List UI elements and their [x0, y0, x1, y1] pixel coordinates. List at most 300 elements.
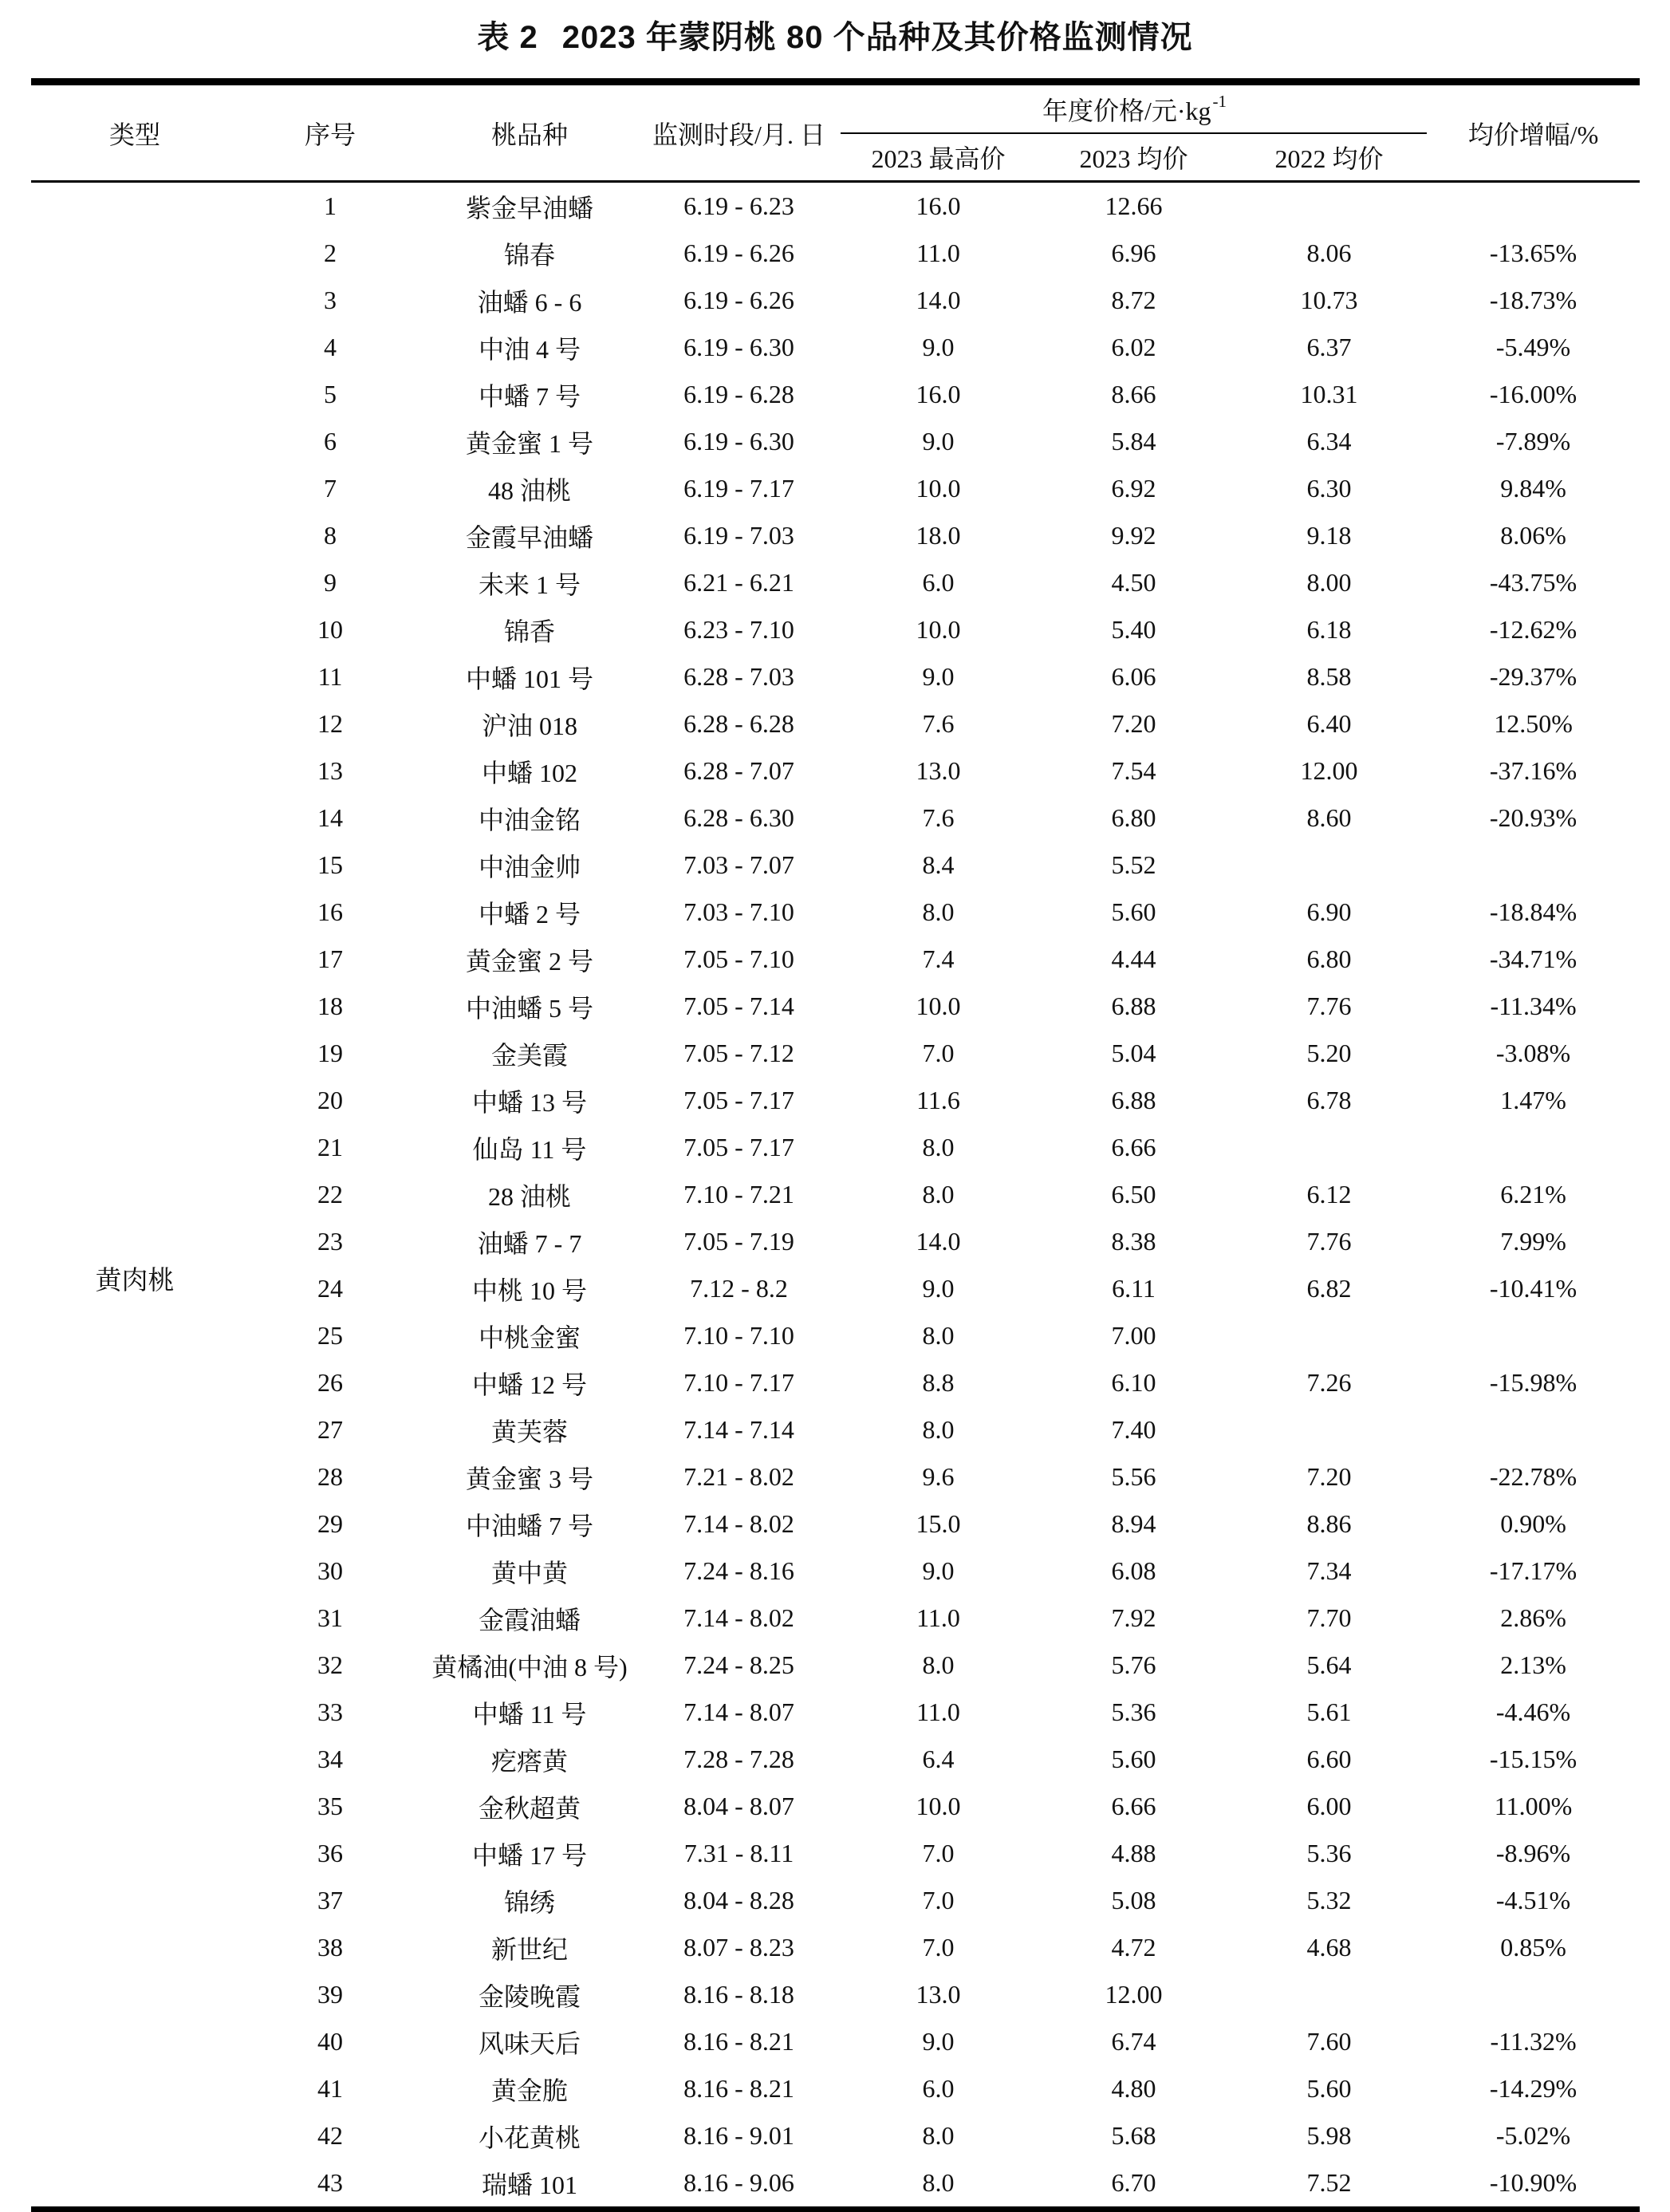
cell-period: 6.19 - 6.23 [683, 191, 794, 220]
cell-high-2023: 11.6 [916, 1086, 960, 1114]
cell-serial: 26 [317, 1368, 343, 1397]
cell-high-2023: 7.4 [922, 944, 955, 973]
cell-change: -37.16% [1489, 756, 1577, 785]
cell-avg-2022: 6.78 [1306, 1086, 1352, 1114]
cell-avg-2022: 6.82 [1306, 1274, 1352, 1303]
cell-period: 7.28 - 7.28 [683, 1745, 794, 1773]
cell-period: 6.28 - 7.07 [683, 756, 794, 785]
cell-variety: 28 油桃 [487, 1181, 571, 1211]
table-row [31, 1500, 1640, 1548]
cell-high-2023: 8.4 [922, 850, 955, 879]
cell-change: -10.90% [1489, 2168, 1577, 2197]
cell-change: -13.65% [1489, 239, 1577, 267]
cell-variety: 油蟠 6 - 6 [477, 287, 582, 317]
cell-period: 6.19 - 6.26 [683, 239, 794, 267]
header-change: 均价增幅/% [1427, 82, 1640, 182]
cell-period: 6.23 - 7.10 [683, 615, 794, 644]
cell-change: -18.84% [1489, 897, 1577, 926]
cell-variety: 油蟠 7 - 7 [477, 1228, 582, 1258]
cell-serial: 30 [317, 1556, 343, 1585]
cell-avg-2022 [1231, 182, 1427, 231]
cell-avg-2022: 10.31 [1300, 380, 1358, 408]
cell-variety: 小花黄桃 [478, 2123, 581, 2152]
cell-avg-2022 [1231, 842, 1427, 889]
cell-change: -18.73% [1489, 286, 1577, 314]
cell-period: 7.14 - 8.07 [683, 1697, 794, 1726]
cell-avg-2022: 8.58 [1306, 662, 1352, 691]
cell-avg-2023: 5.60 [1111, 1745, 1156, 1773]
price-monitor-table [31, 78, 1640, 2212]
table-row [31, 2159, 1640, 2210]
cell-avg-2023: 6.08 [1111, 1556, 1156, 1585]
cell-period: 7.03 - 7.07 [683, 850, 794, 879]
cell-avg-2022: 6.18 [1306, 615, 1352, 644]
cell-high-2023: 6.4 [922, 1745, 955, 1773]
cell-high-2023: 7.6 [922, 803, 955, 832]
cell-avg-2022: 6.80 [1306, 944, 1352, 973]
cell-variety: 48 油桃 [487, 475, 571, 505]
cell-period: 7.05 - 7.10 [683, 944, 794, 973]
cell-serial: 18 [317, 992, 343, 1020]
cell-high-2023: 10.0 [916, 992, 961, 1020]
cell-serial: 29 [317, 1509, 343, 1538]
cell-variety: 中蟠 102 [481, 758, 577, 787]
cell-period: 7.14 - 7.14 [683, 1415, 794, 1444]
cell-change [1427, 842, 1640, 889]
cell-variety: 黄芙蓉 [490, 1417, 568, 1446]
cell-high-2023: 9.0 [922, 1274, 955, 1303]
cell-period: 8.16 - 8.21 [683, 2074, 794, 2103]
cell-period: 7.03 - 7.10 [683, 897, 794, 926]
cell-period: 8.04 - 8.28 [683, 1886, 794, 1914]
cell-high-2023: 13.0 [916, 1980, 961, 2009]
table-row [31, 324, 1640, 371]
cell-variety: 疙瘩黄 [490, 1746, 568, 1776]
cell-period: 8.16 - 9.01 [683, 2121, 794, 2150]
cell-avg-2022: 9.18 [1306, 521, 1352, 550]
cell-period: 6.19 - 7.17 [683, 474, 794, 503]
cell-high-2023: 11.0 [916, 1697, 960, 1726]
header-price-group-text: 年度价格/元·kg [1042, 96, 1211, 125]
cell-period: 7.05 - 7.14 [683, 992, 794, 1020]
cell-variety: 仙岛 11 号 [472, 1134, 587, 1164]
cell-serial: 27 [317, 1415, 343, 1444]
table-row [31, 1736, 1640, 1783]
cell-period: 7.14 - 8.02 [683, 1603, 794, 1632]
cell-serial: 41 [317, 2074, 343, 2103]
cell-avg-2022: 7.60 [1306, 2027, 1352, 2056]
cell-change: -4.51% [1495, 1886, 1571, 1914]
cell-serial: 31 [317, 1603, 343, 1632]
cell-change: -3.08% [1495, 1039, 1571, 1067]
cell-variety: 黄金蜜 2 号 [465, 946, 593, 976]
cell-high-2023: 7.6 [922, 709, 955, 738]
cell-avg-2023: 6.66 [1111, 1792, 1156, 1820]
cell-avg-2022: 7.34 [1306, 1556, 1352, 1585]
cell-avg-2022: 7.26 [1306, 1368, 1352, 1397]
cell-variety: 瑞蟠 101 [481, 2170, 577, 2199]
cell-avg-2023: 6.66 [1111, 1133, 1156, 1161]
cell-serial: 6 [324, 427, 337, 455]
table-row [31, 1642, 1640, 1689]
cell-avg-2022: 10.73 [1300, 286, 1358, 314]
cell-serial: 24 [317, 1274, 343, 1303]
cell-avg-2023: 5.40 [1111, 615, 1156, 644]
cell-period: 7.05 - 7.17 [683, 1086, 794, 1114]
cell-avg-2023: 8.94 [1111, 1509, 1156, 1538]
cell-avg-2022: 8.00 [1306, 568, 1352, 597]
cell-change: 6.21% [1500, 1180, 1566, 1209]
cell-serial: 8 [324, 521, 337, 550]
cell-change: 2.13% [1500, 1650, 1566, 1679]
cell-period: 7.24 - 8.25 [683, 1650, 794, 1679]
cell-change: -12.62% [1489, 615, 1577, 644]
table-row [31, 1877, 1640, 1924]
cell-avg-2022: 6.00 [1306, 1792, 1352, 1820]
header-serial: 序号 [238, 82, 422, 182]
table-row [31, 1359, 1640, 1406]
cell-variety: 中蟠 11 号 [472, 1699, 587, 1729]
table-row [31, 371, 1640, 418]
table-row [31, 465, 1640, 512]
cell-change [1427, 1971, 1640, 2018]
cell-change [1427, 182, 1640, 231]
cell-serial: 7 [324, 474, 337, 503]
cell-period: 6.19 - 6.26 [683, 286, 794, 314]
cell-avg-2022: 5.20 [1306, 1039, 1352, 1067]
cell-period: 6.28 - 6.30 [683, 803, 794, 832]
cell-high-2023: 9.0 [922, 662, 955, 691]
cell-avg-2023: 6.70 [1111, 2168, 1156, 2197]
cell-variety: 新世纪 [490, 1934, 568, 1964]
cell-high-2023: 16.0 [916, 380, 961, 408]
cell-period: 8.16 - 8.21 [683, 2027, 794, 2056]
cell-variety: 金秋超黄 [478, 1793, 581, 1823]
cell-change: 8.06% [1500, 521, 1566, 550]
cell-avg-2023: 4.88 [1111, 1839, 1156, 1867]
cell-avg-2023: 6.11 [1112, 1274, 1156, 1303]
cell-change: -10.41% [1489, 1274, 1577, 1303]
cell-serial: 9 [324, 568, 337, 597]
cell-high-2023: 8.0 [922, 1415, 955, 1444]
table-row [31, 1077, 1640, 1124]
cell-avg-2023: 6.80 [1111, 803, 1156, 832]
cell-variety: 中桃金蜜 [478, 1323, 581, 1352]
cell-variety: 风味天后 [478, 2029, 581, 2058]
table-row [31, 1689, 1640, 1736]
cell-variety: 中蟠 12 号 [471, 1370, 587, 1399]
table-row [31, 1830, 1640, 1877]
header-price-group-exponent: -1 [1212, 91, 1227, 111]
cell-avg-2023: 6.50 [1111, 1180, 1156, 1209]
cell-period: 7.10 - 7.21 [683, 1180, 794, 1209]
cell-period: 6.21 - 6.21 [683, 568, 794, 597]
cell-period: 6.28 - 6.28 [683, 709, 794, 738]
cell-avg-2023: 5.84 [1111, 427, 1156, 455]
cell-serial: 40 [317, 2027, 343, 2056]
cell-change: -11.32% [1490, 2027, 1577, 2056]
cell-avg-2023: 5.08 [1111, 1886, 1156, 1914]
table-row [31, 1783, 1640, 1830]
cell-avg-2022: 8.06 [1306, 239, 1352, 267]
cell-avg-2022: 6.30 [1306, 474, 1352, 503]
cell-change: -29.37% [1489, 662, 1577, 691]
cell-serial: 42 [317, 2121, 343, 2150]
cell-avg-2023: 6.74 [1111, 2027, 1156, 2056]
cell-high-2023: 9.0 [922, 1556, 955, 1585]
table-row [31, 653, 1640, 700]
cell-avg-2023: 5.56 [1111, 1462, 1156, 1491]
cell-serial: 11 [317, 662, 343, 691]
cell-avg-2022: 5.36 [1306, 1839, 1352, 1867]
cell-serial: 14 [317, 803, 343, 832]
cell-avg-2023: 6.96 [1111, 239, 1156, 267]
cell-serial: 4 [324, 333, 337, 361]
cell-period: 6.19 - 6.30 [683, 427, 794, 455]
cell-variety: 中油蟠 7 号 [465, 1511, 593, 1540]
cell-period: 7.24 - 8.16 [683, 1556, 794, 1585]
cell-serial: 20 [317, 1086, 343, 1114]
table-number-label: 表 2 [477, 20, 538, 55]
cell-high-2023: 16.0 [916, 191, 961, 220]
cell-serial: 1 [324, 191, 337, 220]
cell-change: -43.75% [1489, 568, 1577, 597]
cell-high-2023: 11.0 [916, 1603, 960, 1632]
cell-change: 2.86% [1500, 1603, 1566, 1632]
cell-variety: 黄橘油(中油 8 号) [431, 1652, 628, 1682]
cell-serial: 15 [317, 850, 343, 879]
cell-serial: 2 [324, 239, 337, 267]
cell-avg-2023: 7.40 [1111, 1415, 1156, 1444]
cell-avg-2023: 5.04 [1111, 1039, 1156, 1067]
header-type: 类型 [31, 82, 238, 182]
cell-high-2023: 9.6 [922, 1462, 955, 1491]
cell-serial: 13 [317, 756, 343, 785]
table-row [31, 277, 1640, 324]
cell-serial: 25 [317, 1321, 343, 1350]
header-row-main [31, 82, 1640, 134]
cell-variety: 黄中黄 [490, 1558, 568, 1587]
cell-serial: 32 [317, 1650, 343, 1679]
cell-period: 7.05 - 7.12 [683, 1039, 794, 1067]
table-row [31, 795, 1640, 842]
cell-avg-2022: 7.76 [1306, 992, 1352, 1020]
cell-avg-2022: 6.34 [1306, 427, 1352, 455]
cell-variety: 中蟠 2 号 [478, 899, 581, 929]
cell-change [1427, 1406, 1640, 1453]
table-row [31, 983, 1640, 1030]
header-high-2023: 2023 最高价 [841, 133, 1036, 182]
cell-high-2023: 10.0 [916, 615, 961, 644]
cell-avg-2023: 4.72 [1111, 1933, 1156, 1962]
cell-change: -14.29% [1489, 2074, 1577, 2103]
cell-high-2023: 8.0 [922, 1321, 955, 1350]
table-row [31, 1453, 1640, 1500]
table-row [31, 606, 1640, 653]
cell-serial: 21 [317, 1133, 343, 1161]
header-avg-2022: 2022 均价 [1231, 133, 1427, 182]
cell-high-2023: 8.0 [922, 1133, 955, 1161]
cell-serial: 10 [317, 615, 343, 644]
cell-avg-2022: 7.20 [1306, 1462, 1352, 1491]
cell-variety: 沪油 018 [481, 711, 577, 740]
cell-change: -5.02% [1495, 2121, 1571, 2150]
cell-period: 7.05 - 7.19 [683, 1227, 794, 1256]
cell-variety: 未来 1 号 [478, 570, 581, 599]
cell-avg-2023: 9.92 [1111, 521, 1156, 550]
cell-change: 7.99% [1500, 1227, 1566, 1256]
cell-change: -11.34% [1490, 992, 1577, 1020]
cell-serial: 43 [317, 2168, 343, 2197]
table-row [31, 559, 1640, 606]
cell-change: -15.15% [1489, 1745, 1577, 1773]
cell-variety: 中蟠 101 号 [465, 664, 593, 693]
cell-change: -8.96% [1495, 1839, 1571, 1867]
cell-high-2023: 7.0 [922, 1039, 955, 1067]
cell-variety: 锦香 [503, 617, 555, 646]
cell-variety: 黄金脆 [490, 2076, 568, 2105]
cell-avg-2023: 5.60 [1111, 897, 1156, 926]
cell-period: 7.05 - 7.17 [683, 1133, 794, 1161]
cell-avg-2022 [1231, 1312, 1427, 1359]
cell-serial: 3 [324, 286, 337, 314]
cell-variety: 金美霞 [490, 1040, 568, 1070]
cell-avg-2023: 7.20 [1111, 709, 1156, 738]
cell-high-2023: 7.0 [922, 1839, 955, 1867]
cell-change: -22.78% [1489, 1462, 1577, 1491]
cell-avg-2022: 6.37 [1306, 333, 1352, 361]
cell-serial: 28 [317, 1462, 343, 1491]
cell-change: -4.46% [1495, 1697, 1571, 1726]
cell-avg-2022: 8.86 [1306, 1509, 1352, 1538]
cell-serial: 23 [317, 1227, 343, 1256]
cell-avg-2022: 6.60 [1306, 1745, 1352, 1773]
cell-variety: 中蟠 17 号 [471, 1840, 587, 1870]
cell-serial: 5 [324, 380, 337, 408]
table-row [31, 2065, 1640, 2112]
cell-variety: 金陵晚霞 [478, 1981, 581, 2011]
cell-high-2023: 8.0 [922, 2168, 955, 2197]
cell-high-2023: 8.0 [922, 897, 955, 926]
cell-high-2023: 14.0 [916, 1227, 961, 1256]
cell-change: 0.90% [1500, 1509, 1566, 1538]
cell-change: -34.71% [1489, 944, 1577, 973]
cell-serial: 16 [317, 897, 343, 926]
cell-avg-2022: 5.64 [1306, 1650, 1352, 1679]
cell-high-2023: 18.0 [916, 521, 961, 550]
cell-avg-2023: 8.38 [1111, 1227, 1156, 1256]
cell-avg-2023: 5.36 [1111, 1697, 1156, 1726]
cell-avg-2022: 7.76 [1306, 1227, 1352, 1256]
cell-avg-2023: 6.92 [1111, 474, 1156, 503]
table-row [31, 1265, 1640, 1312]
cell-high-2023: 6.0 [922, 2074, 955, 2103]
cell-avg-2022: 5.32 [1306, 1886, 1352, 1914]
cell-avg-2023: 4.80 [1111, 2074, 1156, 2103]
table-row [31, 1030, 1640, 1077]
cell-change: 1.47% [1500, 1086, 1566, 1114]
cell-high-2023: 8.0 [922, 1650, 955, 1679]
table-row [31, 1406, 1640, 1453]
cell-avg-2023: 5.76 [1111, 1650, 1156, 1679]
cell-avg-2022 [1231, 1406, 1427, 1453]
cell-high-2023: 10.0 [916, 1792, 961, 1820]
cell-variety: 中蟠 13 号 [471, 1087, 587, 1117]
table-row [31, 1312, 1640, 1359]
cell-avg-2023: 8.66 [1111, 380, 1156, 408]
cell-avg-2023: 7.00 [1111, 1321, 1156, 1350]
header-period: 监测时段/月. 日 [637, 82, 841, 182]
cell-variety: 金霞早油蟠 [465, 522, 593, 552]
cell-avg-2023: 7.92 [1111, 1603, 1156, 1632]
cell-variety: 紫金早油蟠 [465, 193, 593, 223]
table-row [31, 842, 1640, 889]
cell-change [1427, 1124, 1640, 1171]
table-row [31, 2018, 1640, 2065]
cell-high-2023: 8.8 [922, 1368, 955, 1397]
cell-change: -16.00% [1489, 380, 1577, 408]
cell-high-2023: 8.0 [922, 1180, 955, 1209]
cell-period: 7.14 - 8.02 [683, 1509, 794, 1538]
cell-avg-2023: 5.68 [1111, 2121, 1156, 2150]
cell-high-2023: 7.0 [922, 1933, 955, 1962]
cell-variety: 金霞油蟠 [478, 1605, 581, 1634]
cell-period: 6.19 - 6.28 [683, 380, 794, 408]
cell-change: 12.50% [1494, 709, 1573, 738]
cell-serial: 33 [317, 1697, 343, 1726]
cell-change: -20.93% [1489, 803, 1577, 832]
table-row [31, 700, 1640, 747]
table-row [31, 747, 1640, 795]
cell-avg-2023: 8.72 [1111, 286, 1156, 314]
table-row [31, 1971, 1640, 2018]
cell-avg-2023: 12.00 [1105, 1980, 1163, 2009]
cell-period: 6.19 - 6.30 [683, 333, 794, 361]
cell-high-2023: 14.0 [916, 286, 961, 314]
cell-avg-2023: 4.50 [1111, 568, 1156, 597]
cell-high-2023: 9.0 [922, 333, 955, 361]
table-row [31, 230, 1640, 277]
cell-serial: 36 [317, 1839, 343, 1867]
table-row [31, 889, 1640, 936]
cell-avg-2023: 6.88 [1111, 992, 1156, 1020]
cell-high-2023: 10.0 [916, 474, 961, 503]
cell-high-2023: 6.0 [922, 568, 955, 597]
cell-avg-2022: 5.60 [1306, 2074, 1352, 2103]
cell-change [1427, 1312, 1640, 1359]
cell-variety: 中蟠 7 号 [478, 381, 581, 411]
cell-avg-2022 [1231, 1971, 1427, 2018]
cell-period: 7.10 - 7.10 [683, 1321, 794, 1350]
cell-change: -7.89% [1495, 427, 1571, 455]
table-row [31, 1548, 1640, 1595]
header-avg-2023: 2023 均价 [1036, 133, 1231, 182]
cell-high-2023: 15.0 [916, 1509, 961, 1538]
cell-period: 7.10 - 7.17 [683, 1368, 794, 1397]
table-header [31, 82, 1640, 182]
cell-type-label: 黄肉桃 [95, 1267, 175, 1295]
cell-change: -17.17% [1489, 1556, 1577, 1585]
table-row [31, 182, 1640, 231]
cell-variety: 锦春 [503, 240, 555, 270]
page-title [0, 0, 1670, 57]
table-body [31, 182, 1640, 2210]
cell-period: 7.21 - 8.02 [683, 1462, 794, 1491]
cell-serial: 17 [317, 944, 343, 973]
cell-avg-2023: 6.02 [1111, 333, 1156, 361]
cell-serial: 39 [317, 1980, 343, 2009]
table-row [31, 1218, 1640, 1265]
